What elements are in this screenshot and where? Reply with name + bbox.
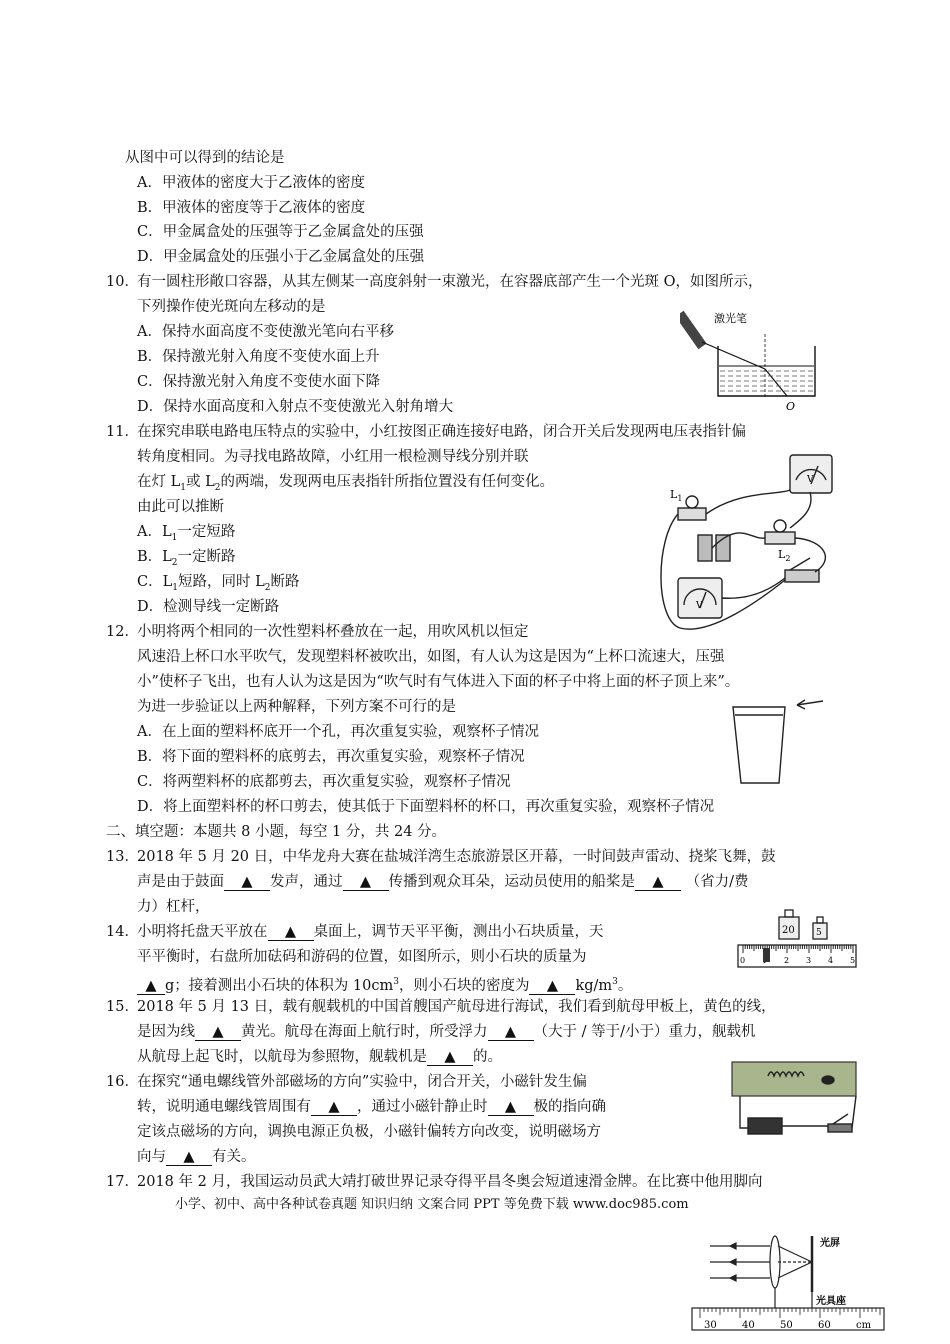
q9-option-a: A．甲液体的密度大于乙液体的密度 — [137, 175, 365, 191]
balance-weights-figure — [735, 905, 860, 973]
q12-stem-line2: 风速沿上杯口水平吹气，发现塑料杯被吹出，如图，有人认为这是因为“上杯口流速大，压强 — [137, 649, 725, 665]
q15-number: 15． — [106, 999, 139, 1015]
q12-stem-line1: 小明将两个相同的一次性塑料杯叠放在一起，用吹风机以恒定 — [137, 624, 529, 640]
q16-stem-line3: 定该点磁场的方向，调换电源正负极，小磁针偏转方向改变，说明磁场方 — [137, 1124, 601, 1140]
q13-number: 13． — [106, 849, 139, 865]
q13-stem-line2: 声是由于鼓面 ▲ 发声，通过 ▲ 传播到观众耳朵，运动员使用的船桨是 ▲ （省力/费 — [137, 874, 749, 890]
scale-tick-label: 3 — [806, 956, 812, 965]
bench-scale — [700, 1308, 880, 1331]
rider-scale — [740, 945, 855, 965]
q12-option-b: B．将下面的塑料杯的底剪去，再次重复实验，观察杯子情况 — [137, 749, 525, 765]
bench-tick-label: cm — [856, 1320, 872, 1331]
q14-stem-line1: 小明将托盘天平放在 ▲ 桌面上，调节天平平衡，测出小石块质量，天 — [137, 924, 604, 940]
bench-tick-label: 40 — [742, 1320, 755, 1331]
q10-option-d: D．保持水面高度和入射点不变使激光入射角增大 — [137, 399, 454, 415]
solenoid-figure — [730, 1058, 860, 1138]
q15-blank-3[interactable]: ▲ — [427, 1049, 473, 1066]
voltmeter-bottom-label: V — [696, 601, 703, 611]
page-footer: 小学、初中、高中各种试卷真题 知识归纳 文案合同 PPT 等免费下载 www.doc985.com — [175, 1197, 689, 1212]
q9-option-d: D．甲金属盒处的压强小于乙金属盒处的压强 — [137, 249, 425, 265]
optical-bench-figure — [690, 1232, 890, 1336]
bench-tick-label: 50 — [780, 1320, 793, 1331]
section-2-heading: 二、填空题：本题共 8 小题，每空 1 分，共 24 分。 — [106, 824, 447, 840]
scale-tick-label: 5 — [850, 956, 856, 965]
q9-stem: 从图中可以得到的结论是 — [125, 150, 285, 166]
q16-stem-line1: 在探究“通电螺线管外部磁场的方向”实验中，闭合开关，小磁针发生偏 — [137, 1074, 587, 1090]
screen-label: 光屏 — [820, 1238, 840, 1249]
q16-stem-line2: 转，说明通电螺线管周围有 ▲ ，通过小磁针静止时 ▲ 极的指向确 — [137, 1099, 606, 1115]
q11-number: 11． — [106, 424, 139, 440]
laser-pen-label: 激光笔 — [714, 312, 747, 325]
q16-blank-1[interactable]: ▲ — [311, 1099, 357, 1116]
bench-tick-label: 30 — [704, 1320, 717, 1331]
q15-stem-line2: 是因为线 ▲ 黄光。航母在海面上航行时，所受浮力 ▲ （大于 / 等于/小于）重力，舰载机 — [137, 1024, 756, 1040]
q12-option-d: D．将上面塑料杯的杯口剪去，使其低于下面塑料杯的杯口，再次重复实验，观察杯子情况 — [137, 799, 715, 815]
plastic-cups-figure — [725, 695, 835, 790]
q13-stem-line3: 力）杠杆， — [137, 899, 210, 915]
q11-option-a: A．$L_1$一定短路 — [137, 524, 236, 543]
q16-blank-3[interactable]: ▲ — [166, 1149, 212, 1166]
q13-blank-1[interactable]: ▲ — [224, 874, 270, 891]
q9-option-c: C．甲金属盒处的压强等于乙金属盒处的压强 — [137, 224, 424, 240]
weight-20-label: 20 — [782, 925, 795, 936]
q10-stem-line2: 下列操作使光斑向左移动的是 — [137, 299, 326, 315]
q11-stem-line2: 转角度相同。为寻找电路故障，小红用一根检测导线分别并联 — [137, 449, 529, 465]
laser-container-figure — [680, 304, 830, 414]
q14-stem-line2: 平平衡时，右盘所加砝码和游码的位置，如图所示，则小石块的质量为 — [137, 949, 587, 965]
q10-option-b: B．保持激光射入角度不变使水面上升 — [137, 349, 380, 365]
q15-stem-line1: 2018 年 5 月 13 日，载有舰载机的中国首艘国产航母进行海试，我们看到航母甲板上，黄色的线， — [137, 999, 776, 1015]
q12-number: 12． — [106, 624, 139, 640]
bench-label: 光具座 — [816, 1296, 846, 1307]
lamp-l2-label: $L_2$ — [778, 548, 791, 563]
q11-option-b: B．$L_2$一定断路 — [137, 549, 236, 568]
q16-blank-2[interactable]: ▲ — [488, 1099, 534, 1116]
q10-option-a: A．保持水面高度不变使激光笔向右平移 — [137, 324, 394, 340]
q13-blank-3[interactable]: ▲ — [635, 874, 681, 891]
q14-stem-line3: ▲ g；接着测出小石块的体积为 $10cm^3$，则小石块的密度为 ▲ $kg/m^3$。 — [137, 972, 632, 996]
q14-blank-2[interactable]: ▲ — [137, 978, 165, 995]
scale-tick-label: 2 — [784, 956, 790, 965]
q13-blank-2[interactable]: ▲ — [343, 874, 389, 891]
q14-blank-3[interactable]: ▲ — [529, 978, 575, 995]
q17-number: 17． — [106, 1174, 139, 1190]
q15-stem-line3: 从航母上起飞时，以航母为参照物，舰载机是 ▲ 的。 — [137, 1049, 502, 1065]
weight-5-label: 5 — [816, 928, 822, 938]
q9-option-b: B．甲液体的密度等于乙液体的密度 — [137, 200, 366, 216]
q11-stem-line4: 由此可以推断 — [137, 499, 224, 515]
q16-number: 16． — [106, 1074, 139, 1090]
q16-stem-line4: 向与 ▲ 有关。 — [137, 1149, 256, 1165]
series-circuit-figure — [650, 450, 840, 645]
q10-number: 10． — [106, 274, 139, 290]
q10-stem-line1: 有一圆柱形敞口容器，从其左侧某一高度斜射一束激光，在容器底部产生一个光斑 O，如图所示， — [137, 274, 763, 290]
q15-blank-2[interactable]: ▲ — [488, 1024, 534, 1041]
q11-stem-line3: 在灯 $L_1$或 $L_2$的两端，发现两电压表指针所指位置没有任何变化。 — [137, 474, 554, 493]
bench-tick-label: 60 — [818, 1320, 831, 1331]
spot-o-label: O — [786, 400, 796, 413]
q12-stem-line3: 小”使杯子飞出，也有人认为这是因为“吹气时有气体进入下面的杯子中将上面的杯子顶上来”。 — [137, 674, 740, 690]
q12-option-a: A．在上面的塑料杯底开一个孔，再次重复实验，观察杯子情况 — [137, 724, 539, 740]
q15-blank-1[interactable]: ▲ — [195, 1024, 241, 1041]
q14-number: 14． — [106, 924, 139, 940]
voltmeter-top-label: V — [807, 475, 814, 485]
lamp-l1-label: $L_1$ — [670, 488, 683, 503]
q13-stem-line1: 2018 年 5 月 20 日，中华龙舟大赛在盐城洋湾生态旅游景区开幕，一时间鼓声雷动、挠桨飞舞，鼓 — [137, 849, 776, 865]
q14-blank-1[interactable]: ▲ — [268, 924, 314, 941]
scale-tick-label: 0 — [740, 956, 746, 965]
q11-option-c: C．$L_1$短路，同时 $L_2$断路 — [137, 574, 300, 593]
q17-stem-line1: 2018 年 2 月，我国运动员武大靖打破世界记录夺得平昌冬奥会短道速滑金牌。在比赛中他用脚向 — [137, 1174, 763, 1190]
q12-option-c: C．将两塑料杯的底都剪去，再次重复实验，观察杯子情况 — [137, 774, 511, 790]
q11-option-d: D．检测导线一定断路 — [137, 599, 280, 615]
q12-stem-line4: 为进一步验证以上两种解释，下列方案不可行的是 — [137, 699, 456, 715]
rider — [763, 948, 770, 962]
q11-stem-line1: 在探究串联电路电压特点的实验中，小红按图正确连接好电路，闭合开关后发现两电压表指针偏 — [137, 424, 746, 440]
q10-option-c: C．保持激光射入角度不变使水面下降 — [137, 374, 381, 390]
scale-tick-label: 4 — [828, 956, 834, 965]
